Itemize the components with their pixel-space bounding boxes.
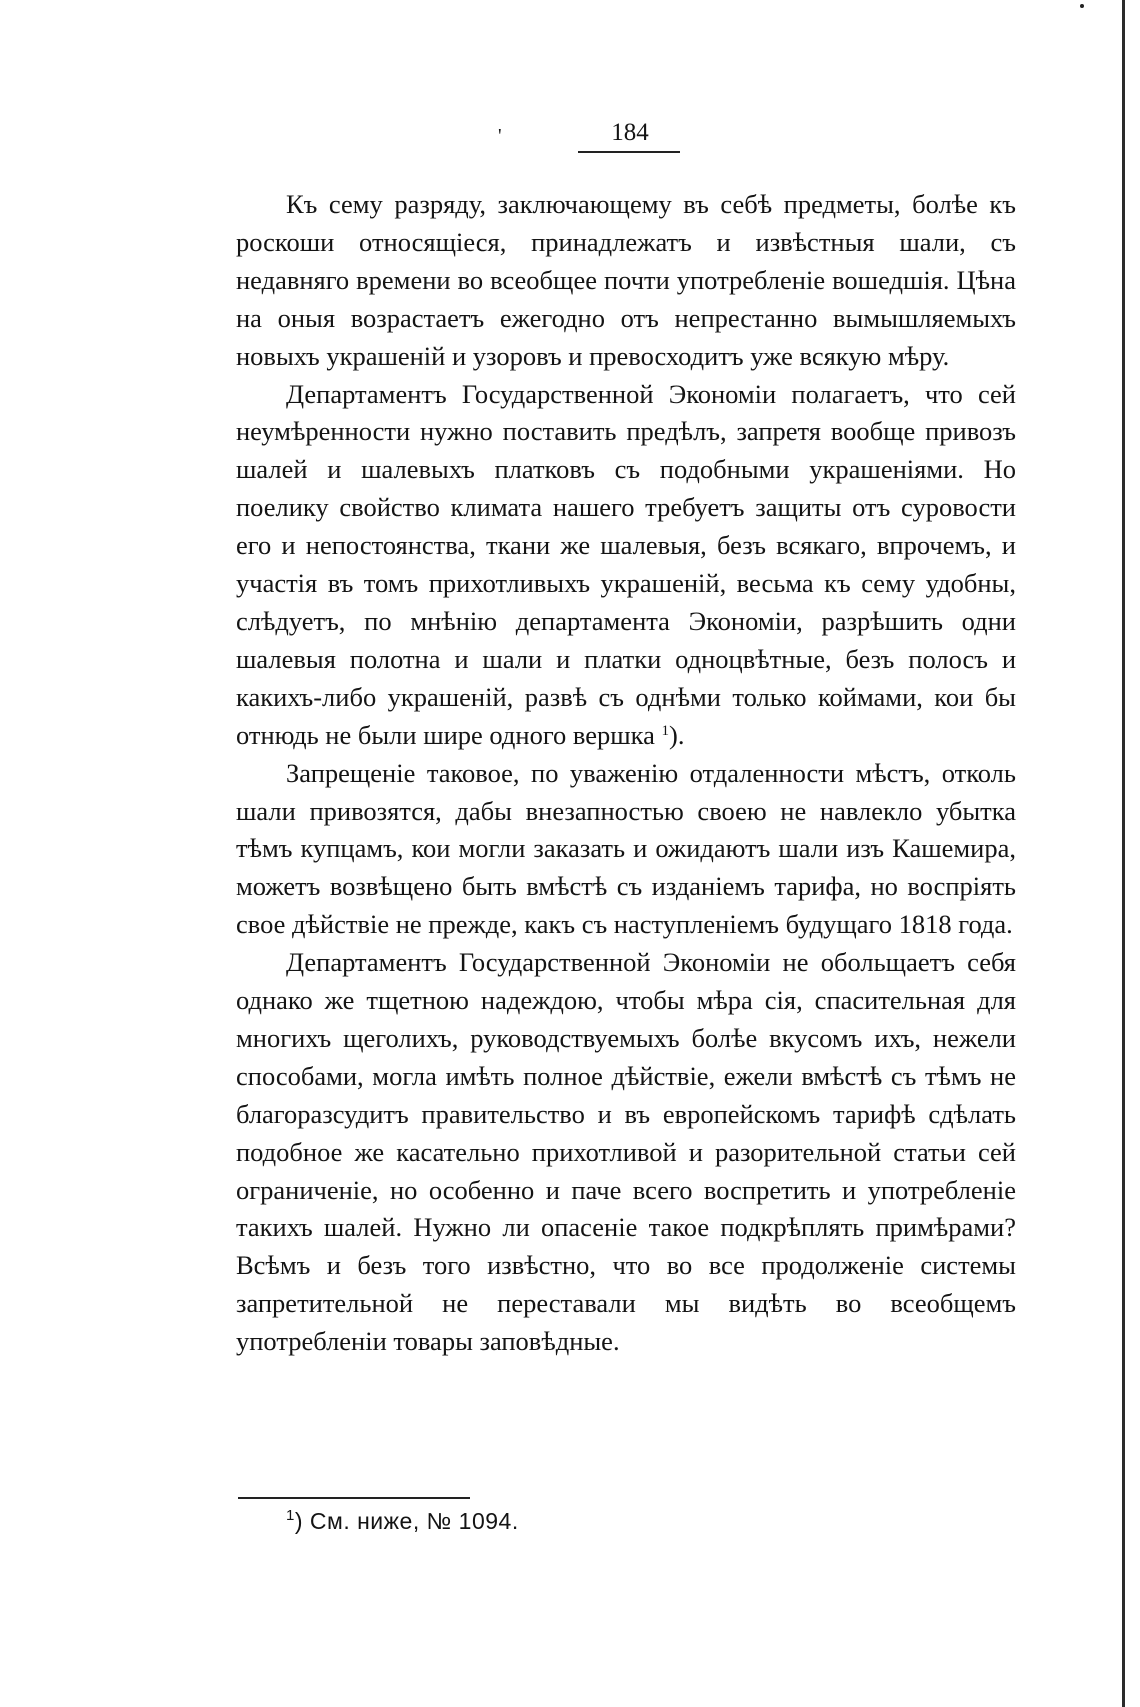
- footnote-reference: 1: [661, 722, 670, 739]
- footnote-bracket: ): [294, 1508, 304, 1534]
- paragraph-3: Запрещеніе таковое, по уваженію отдаленности мѣстъ, отколь шали привозятся, дабы внезапностью своею не навлекло убытка тѣмъ купцамъ, кои могли заказать и ожидаютъ шали изъ Кашемира, можетъ возвѣщено быть вмѣстѣ съ изданіемъ тарифа, но воспріять свое дѣйствіе не прежде, какъ съ наступленіемъ будущаго 1818 года.: [236, 757, 1016, 940]
- page-edge-rule: [1122, 0, 1125, 1707]
- page-number-underline: [578, 151, 680, 153]
- body-text: [236, 186, 1016, 1361]
- scan-speck: [1080, 4, 1084, 8]
- header-tick-mark: ': [498, 125, 502, 147]
- paragraph-4: Департаментъ Государственной Экономіи не обольщаетъ себя однако же тщетною надеждою, чтобы мѣра сія, спасительная для многихъ щеголихъ, руководствуемыхъ болѣе вкусомъ ихъ, нежели способами, могла имѣть полное дѣйствіе, ежели вмѣстѣ съ тѣмъ не благоразсудитъ правительство и въ европейскомъ тарифѣ сдѣлать подобное же касательно прихотливой и разорительной статьи сей ограниченіе, но особенно и паче всего воспретить и употребленіе такихъ шалей. Нужно ли опасеніе такое подкрѣплять примѣрами? Всѣмъ и безъ того извѣстно, что во все продолженіе системы запретительной не переставали мы видѣть во всеобщемъ употребленіи товары заповѣдные.: [236, 947, 1016, 1357]
- footnote-text: См. ниже, № 1094.: [303, 1508, 519, 1534]
- paragraph-1: Къ сему разряду, заключающему въ себѣ предметы, болѣе къ роскоши относящіеся, принадлежатъ и извѣстныя шали, съ недавняго времени во всеобщее почти употребленіе вошедшія. Цѣна на оныя возрастаетъ ежегодно отъ непрестанно вымышляемыхъ новыхъ украшеній и узоровъ и превосходитъ уже всякую мѣру.: [236, 189, 1016, 371]
- footnote-mark: 1: [286, 1507, 295, 1524]
- footnote: [286, 1506, 519, 1536]
- footnote-separator: [238, 1497, 470, 1499]
- page-number: 184: [611, 119, 649, 146]
- paragraph-2-tail: ).: [669, 719, 685, 750]
- paragraph-2-text: Департаментъ Государственной Экономіи полагаетъ, что сей неумѣренности нужно поставить предѣлъ, запретя вообще привозъ шалей и шалевыхъ платковъ съ подобными украшеніями. Но поелику свойство климата нашего требуетъ защиты отъ суровости его и непостоянства, ткани же шалевыя, безъ всякаго, впрочемъ, и участія въ томъ прихотливыхъ украшеній, весьма къ сему удобны, слѣдуетъ, по мнѣнію департамента Экономіи, разрѣшить одни шалевыя полотна и шали и платки одноцвѣтные, безъ полосъ и какихъ-либо украшеній, развѣ съ однѣми только коймами, кои бы отнюдь не были шире одного вершка: [236, 378, 1016, 750]
- paragraph-2: [236, 376, 1016, 755]
